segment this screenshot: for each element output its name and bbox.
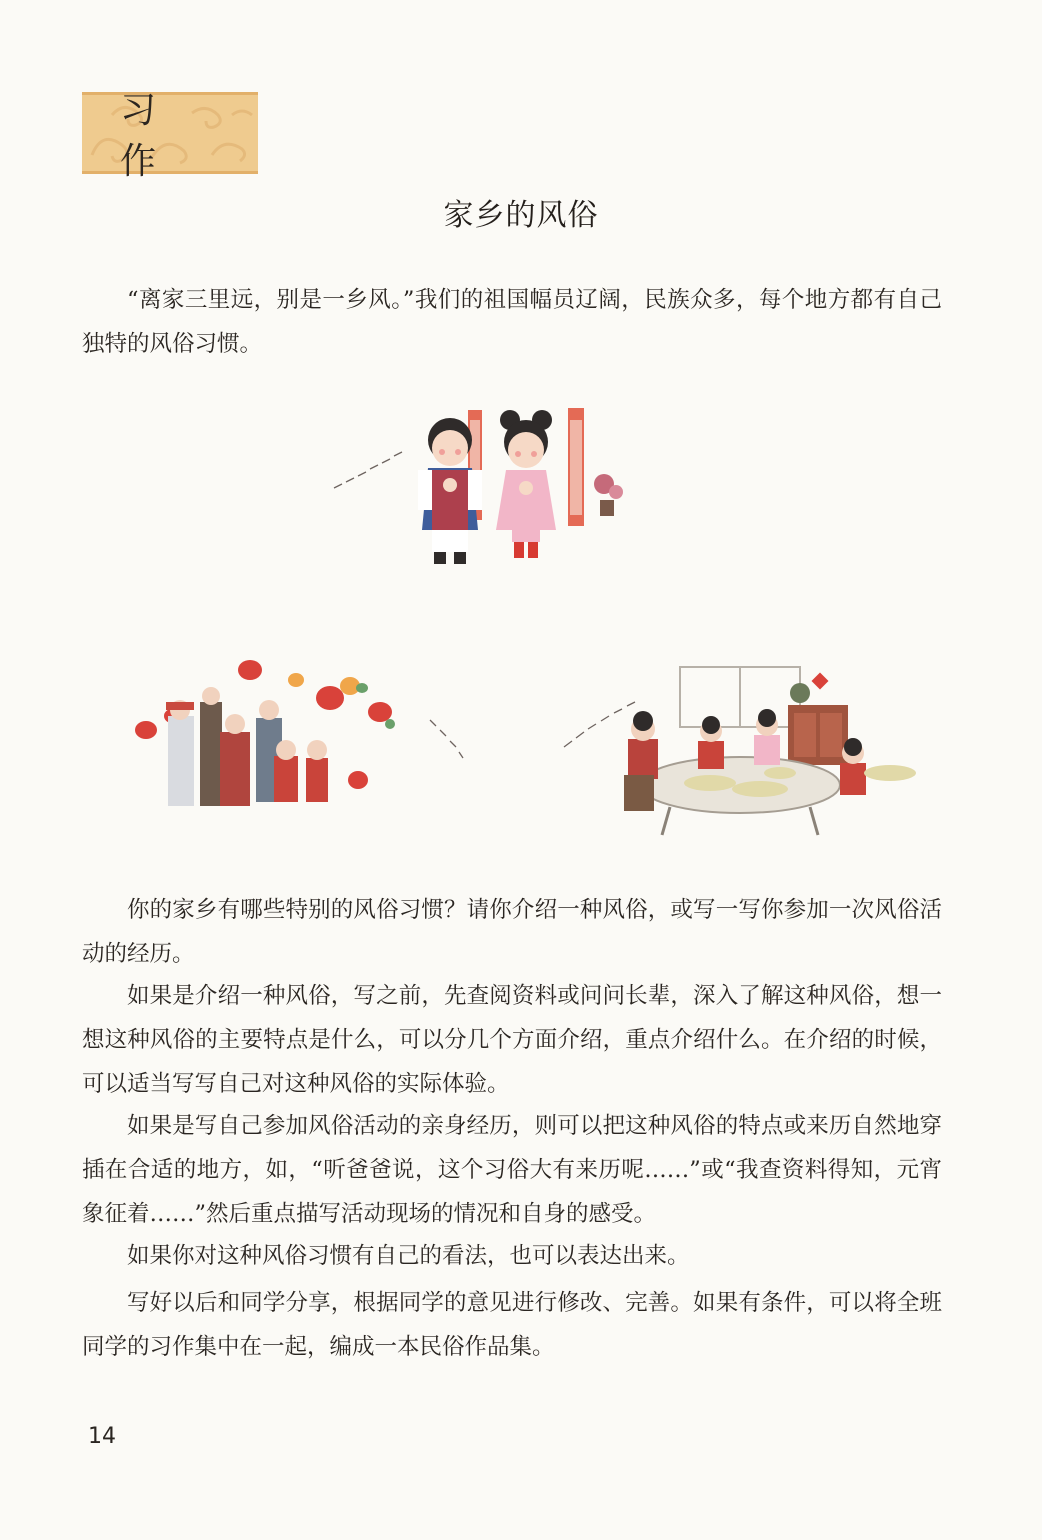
intro-paragraph: “离家三里远，别是一乡风。”我们的祖国幅员辽阔，民族众多，每个地方都有自己独特的风俗习惯。 — [82, 287, 942, 357]
sharing-paragraph: 写好以后和同学分享，根据同学的意见进行修改、完善。如果有条件，可以将全班同学的习作集中在一起，编成一本民俗作品集。 — [82, 1290, 942, 1360]
section-label: 习作 — [120, 90, 195, 182]
section-badge — [82, 90, 258, 182]
guidance-introduce-paragraph: 如果是介绍一种风俗，写之前，先查阅资料或问问长辈，深入了解这种风俗，想一想这种风俗的主要特点是什么，可以分几个方面介绍，重点介绍什么。在介绍的时候，可以适当写写自己对这种风俗的实际体验。 — [82, 983, 942, 1097]
page-title: 家乡的风俗 — [443, 198, 599, 233]
lantern-festival-illustration — [100, 650, 480, 830]
opinion-paragraph: 如果你对这种风俗习惯有自己的看法，也可以表达出来。 — [127, 1243, 690, 1269]
guidance-experience-paragraph: 如果是写自己参加风俗活动的亲身经历，则可以把这种风俗的特点或来历自然地穿插在合适的地方，如，“听爸爸说，这个习俗大有来历呢……”或“我查资料得知，元宵象征着……”然后重点描写活动现场的情况和自身的感受。 — [82, 1113, 942, 1227]
prompt-paragraph: 你的家乡有哪些特别的风俗习惯？请你介绍一种风俗，或写一写你参加一次风俗活动的经历。 — [82, 897, 942, 967]
making-dumplings-illustration — [550, 655, 930, 845]
new-year-greeting-illustration — [320, 400, 660, 580]
page-number: 14 — [88, 1424, 116, 1449]
